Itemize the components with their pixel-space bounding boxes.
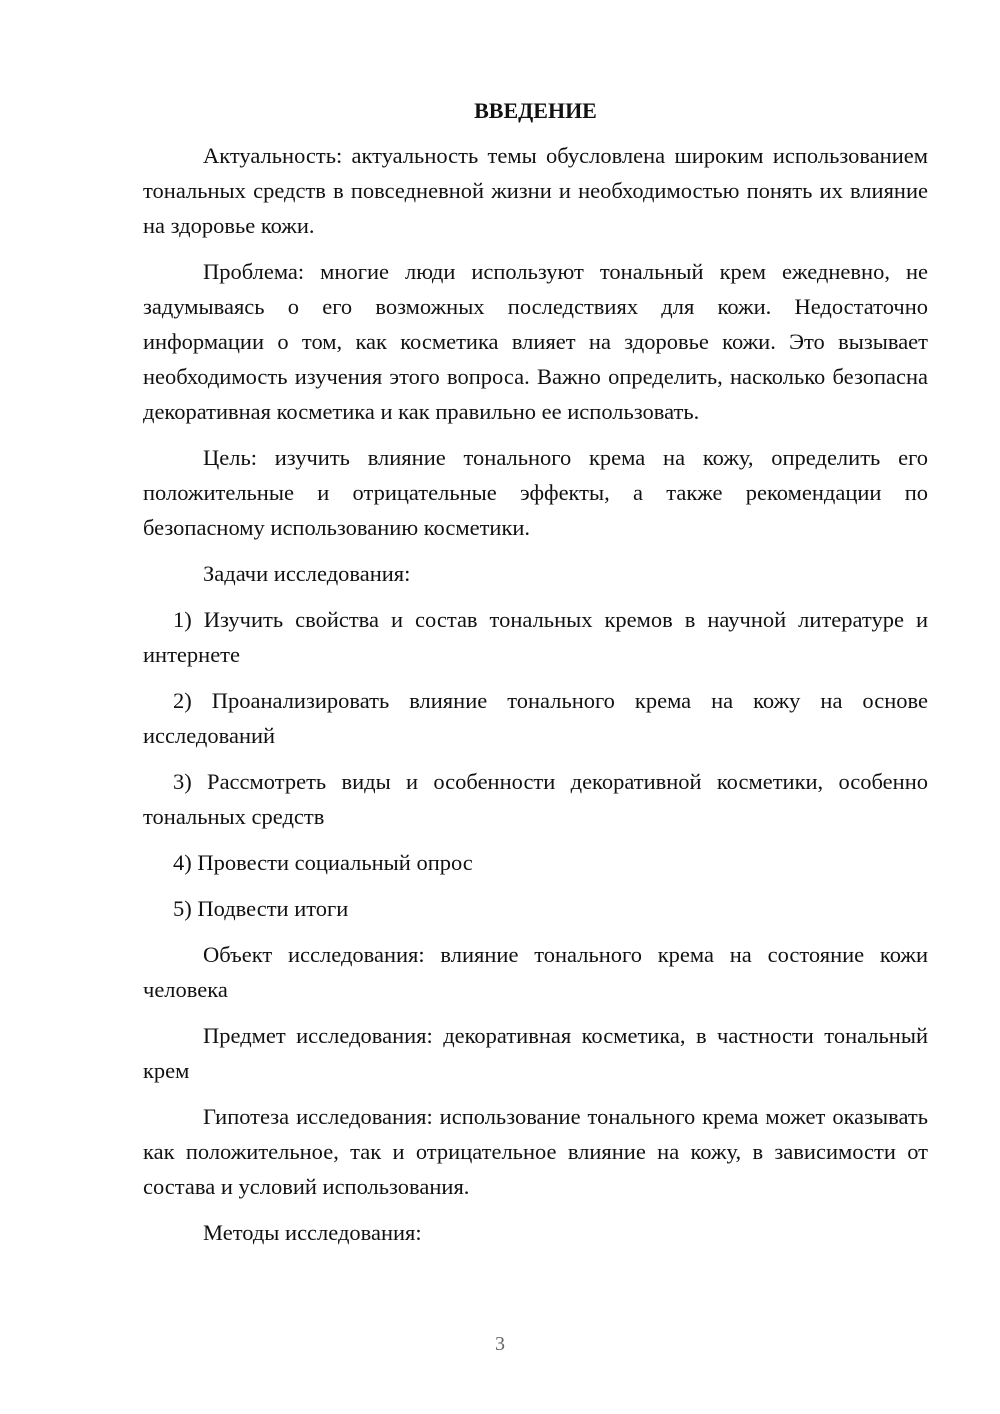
task-item-3: 3) Рассмотреть виды и особенности декоративной косметики, особенно тональных средств [143,769,928,829]
paragraph-goal: Цель: изучить влияние тонального крема на кожу, определить его положительные и отрицательные эффекты, а также рекомендации по безопасному использованию косметики. [143,445,928,540]
paragraph-tasks-heading: Задачи исследования: [203,561,411,586]
paragraph-subject: Предмет исследования: декоративная косметика, в частности тональный крем [143,1023,928,1083]
section-title: ВВЕДЕНИЕ [474,98,597,123]
paragraph-hypothesis: Гипотеза исследования: использование тонального крема может оказывать как положительное, так и отрицательное влияние на кожу, в зависимости от состава и условий использования. [143,1104,928,1199]
paragraph-object: Объект исследования: влияние тонального крема на состояние кожи человека [143,942,928,1002]
task-item-2: 2) Проанализировать влияние тонального крема на кожу на основе исследований [143,688,928,748]
paragraph-methods: Методы исследования: [203,1220,422,1245]
task-item-1: 1) Изучить свойства и состав тональных кремов в научной литературе и интернете [143,607,928,667]
page-content [143,96,928,1261]
page-number: 3 [495,1333,505,1355]
task-item-5: 5) Подвести итоги [173,896,349,921]
task-item-4: 4) Провести социальный опрос [173,850,473,875]
paragraph-relevance: Актуальность: актуальность темы обусловлена широким использованием тональных средств в повседневной жизни и необходимостью понять их влияние на здоровье кожи. [143,143,928,238]
paragraph-problem: Проблема: многие люди используют тональный крем ежедневно, не задумываясь о его возможных последствиях для кожи. Недостаточно информации о том, как косметика влияет на здоровье кожи. Это вызывает необходимость изучения этого вопроса. Важно определить, насколько безопасна декоративная косметика и как правильно ее использовать. [143,259,928,424]
